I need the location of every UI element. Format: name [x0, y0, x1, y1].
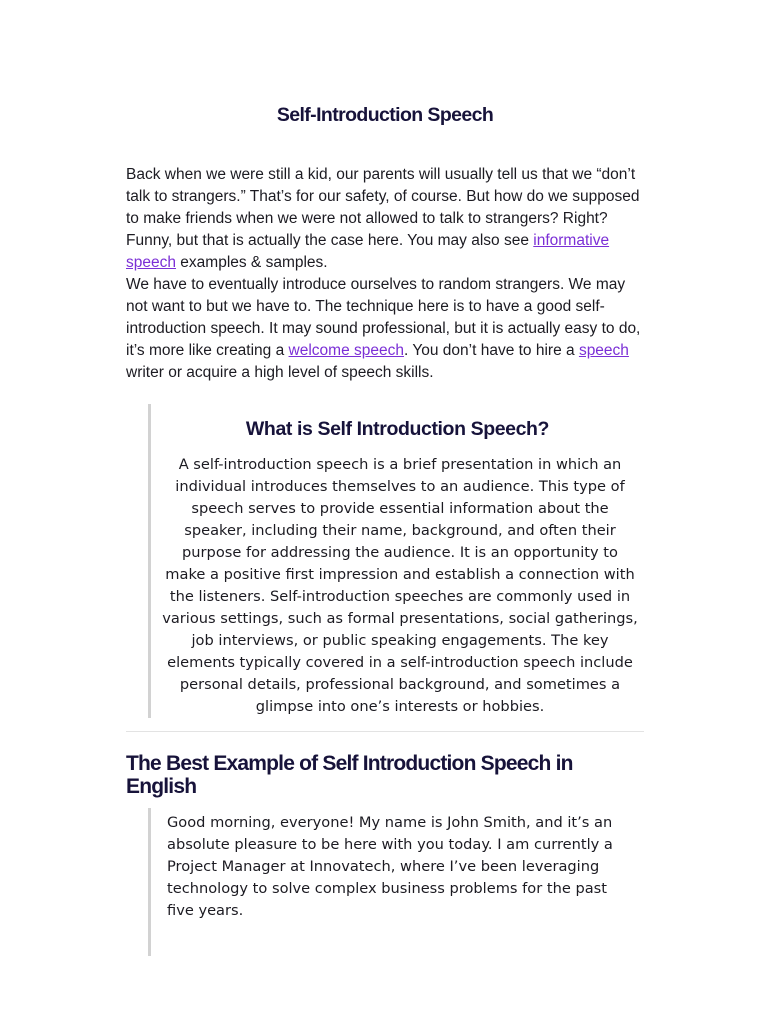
intro-text: examples & samples.: [175, 254, 328, 271]
section-divider: [126, 731, 644, 732]
intro-text: We have to eventually introduce ourselves to random strangers. We may not want to but we have to. The technique here is to have a good self-introduction speech. It may sound professional, but it is actually easy to do, it’s more like creating a: [126, 276, 641, 359]
informative-speech-link[interactable]: informative speech: [126, 232, 610, 271]
definition-heading: What is Self Introduction Speech?: [245, 418, 550, 440]
intro-text: . You don’t have to hire a: [403, 342, 579, 359]
example-text: Good morning, everyone! My name is John Smith, and it’s an absolute pleasure to be here with you today. I am currently a Project Manager at Innovatech, where I’ve been leveraging technology to solve complex business problems for the past five years.: [167, 814, 613, 919]
page-title: Self-Introduction Speech: [276, 104, 494, 126]
intro-paragraph-1: [126, 164, 644, 274]
intro-paragraph-2: [126, 274, 644, 384]
intro-section: [126, 164, 644, 384]
definition-blockquote: [148, 404, 647, 718]
definition-text: A self-introduction speech is a brief presentation in which an individual introduces themselves to an audience. This type of speech serves to provide essential information about the speaker, including their name, background, and often their purpose for addressing the audience. It is an opportunity to make a positive first impression and establish a connection with the listeners. Self-introduction speeches are commonly used in various settings, such as formal presentations, social gatherings, job interviews, or public speaking engagements. The key elements typically covered in a self-introduction speech include personal details, professional background, and sometimes a glimpse into one’s interests or hobbies.: [162, 456, 638, 715]
example-heading: The Best Example of Self Introduction Speech in English: [126, 752, 573, 798]
intro-text: Back when we were still a kid, our parents will usually tell us that we “don’t talk to strangers.” That’s for our safety, of course. But how do we supposed to make friends when we were not allowed to talk to strangers? Right? Funny, but that is actually the case here. You may also see: [126, 166, 640, 249]
intro-text: writer or acquire a high level of speech skills.: [126, 364, 434, 381]
welcome-speech-link[interactable]: welcome speech: [288, 342, 404, 359]
example-blockquote: [148, 808, 647, 956]
speech-link[interactable]: speech: [578, 342, 629, 359]
